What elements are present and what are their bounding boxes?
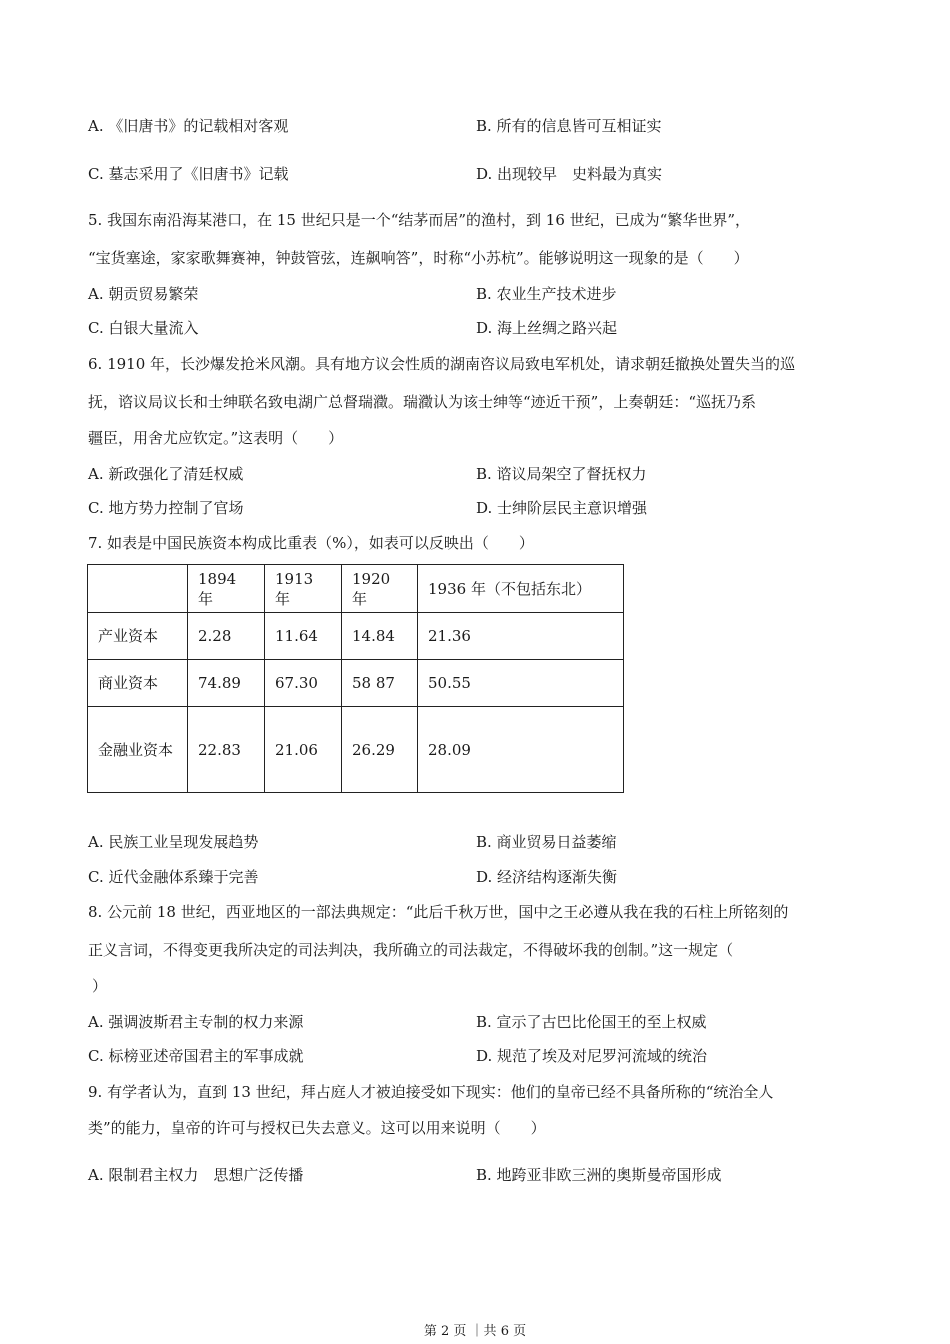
q6-stem-line1: 6. 1910 年，长沙爆发抢米风潮。具有地方议会性质的湖南咨议局致电军机处，请求朝廷撤换处置失当的巡 xyxy=(88,355,796,373)
table-cell: 金融业资本 xyxy=(88,707,188,793)
q6-stem-line3: 疆臣，用舍尤应钦定。”这表明（ ） xyxy=(88,429,344,447)
q9-option-a: A. 限制君主权力 思想广泛传播 xyxy=(88,1166,304,1184)
q7-stem: 7. 如表是中国民族资本构成比重表（%），如表可以反映出（ ） xyxy=(88,534,534,552)
table-cell: 2.28 xyxy=(188,613,265,660)
q5-stem-line2: “宝货塞途，家家歌舞赛神，钟鼓管弦，连飙响答”，时称“小苏杭”。能够说明这一现象的是（ ） xyxy=(88,249,749,267)
q4-option-c: C. 墓志采用了《旧唐书》记载 xyxy=(88,165,289,183)
q6-stem-line2: 抚，谘议局议长和士绅联名致电湖广总督瑞瀓。瑞瀓认为该士绅等“迹近干预”，上奏朝廷：“巡抚乃系 xyxy=(88,393,757,411)
q9-stem-line1: 9. 有学者认为，直到 13 世纪，拜占庭人才被迫接受如下现实：他们的皇帝已经不具备所称的“统治全人 xyxy=(88,1083,774,1101)
q6-option-c: C. 地方势力控制了官场 xyxy=(88,499,244,517)
table-header-cell: 1913 年 xyxy=(265,565,342,613)
table-header-cell: 1894 年 xyxy=(188,565,265,613)
page-footer: 第 2 页 ｜共 6 页 xyxy=(423,1324,527,1339)
q5-option-b: B. 农业生产技术进步 xyxy=(476,285,617,303)
table-cell: 22.83 xyxy=(188,707,265,793)
q7-option-a: A. 民族工业呈现发展趋势 xyxy=(88,833,259,851)
q8-option-c: C. 标榜亚述帝国君主的军事成就 xyxy=(88,1047,304,1065)
q8-stem-line2: 正义言词，不得变更我所决定的司法判决，我所确立的司法裁定，不得破坏我的创制。”这一规定（ xyxy=(88,941,734,959)
table-cell: 58 87 xyxy=(342,660,418,707)
q9-stem-line2: 类”的能力，皇帝的许可与授权已失去意义。这可以用来说明（ ） xyxy=(88,1119,546,1137)
table-header-cell xyxy=(88,565,188,613)
q5-stem-line1: 5. 我国东南沿海某港口，在 15 世纪只是一个“结茅而居”的渔村，到 16 世纪，已成为“繁华世界”， xyxy=(88,211,751,229)
q7-option-c: C. 近代金融体系臻于完善 xyxy=(88,868,259,886)
table-cell: 21.06 xyxy=(265,707,342,793)
table-row xyxy=(88,660,624,707)
table-cell: 14.84 xyxy=(342,613,418,660)
q5-option-a: A. 朝贡贸易繁荣 xyxy=(88,285,199,303)
table-header-cell: 1920 年 xyxy=(342,565,418,613)
q4-option-d: D. 出现较早 史料最为真实 xyxy=(476,165,663,183)
q8-option-a: A. 强调波斯君主专制的权力来源 xyxy=(88,1013,304,1031)
capital-composition-table xyxy=(87,564,624,793)
table-cell: 产业资本 xyxy=(88,613,188,660)
q7-option-d: D. 经济结构逐渐失衡 xyxy=(476,868,618,886)
table-cell: 21.36 xyxy=(418,613,624,660)
table-cell: 67.30 xyxy=(265,660,342,707)
q6-option-d: D. 士绅阶层民主意识增强 xyxy=(476,499,648,517)
q8-stem-line3: ） xyxy=(92,977,108,995)
q8-option-d: D. 规范了埃及对尼罗河流域的统治 xyxy=(476,1047,708,1065)
q9-option-b: B. 地跨亚非欧三洲的奥斯曼帝国形成 xyxy=(476,1166,722,1184)
q8-option-b: B. 宣示了古巴比伦国王的至上权威 xyxy=(476,1013,707,1031)
table-cell: 11.64 xyxy=(265,613,342,660)
q6-option-b: B. 谘议局架空了督抚权力 xyxy=(476,465,647,483)
q4-option-b: B. 所有的信息皆可互相证实 xyxy=(476,117,662,135)
table-row xyxy=(88,613,624,660)
table-header-cell: 1936 年（不包括东北） xyxy=(418,565,624,613)
q5-option-d: D. 海上丝绸之路兴起 xyxy=(476,319,618,337)
table-cell: 28.09 xyxy=(418,707,624,793)
table-cell: 商业资本 xyxy=(88,660,188,707)
table-cell: 50.55 xyxy=(418,660,624,707)
q6-option-a: A. 新政强化了清廷权威 xyxy=(88,465,244,483)
q8-stem-line1: 8. 公元前 18 世纪，西亚地区的一部法典规定：“此后千秋万世，国中之王必遵从我在我的石柱上所铭刻的 xyxy=(88,903,789,921)
q7-option-b: B. 商业贸易日益萎缩 xyxy=(476,833,617,851)
table-header-row xyxy=(88,565,624,613)
q4-option-a: A. 《旧唐书》的记载相对客观 xyxy=(88,117,289,135)
table-cell: 26.29 xyxy=(342,707,418,793)
table-row xyxy=(88,707,624,793)
q5-option-c: C. 白银大量流入 xyxy=(88,319,199,337)
table-cell: 74.89 xyxy=(188,660,265,707)
